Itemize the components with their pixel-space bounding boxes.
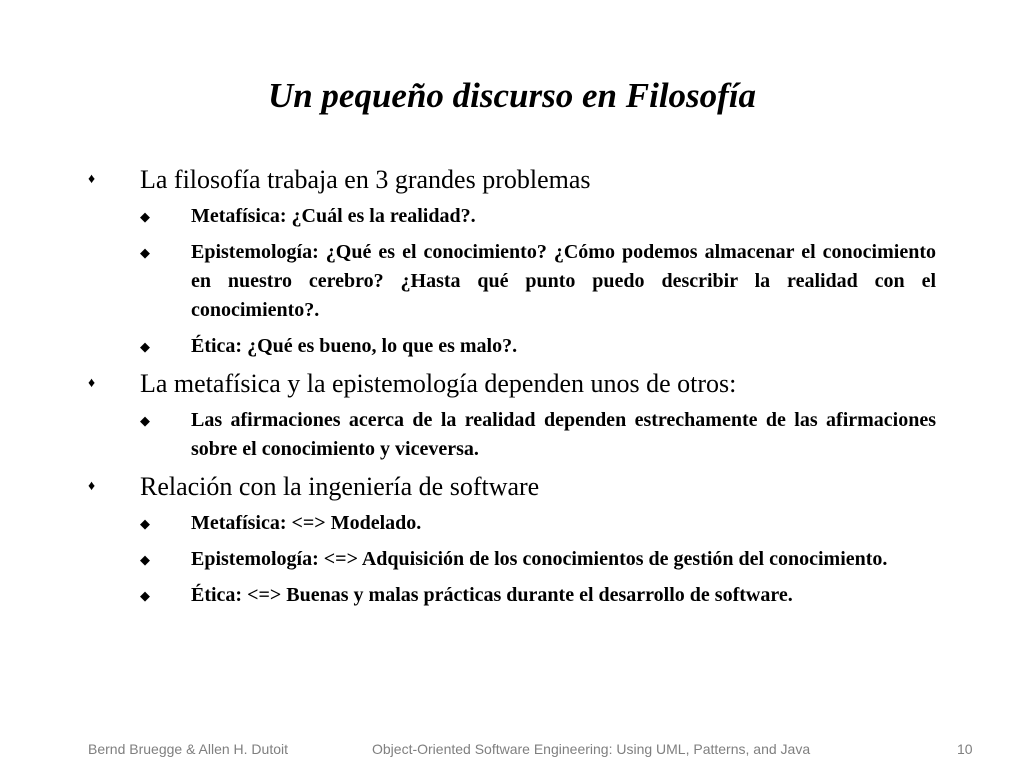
diamond-icon: ◆ [140,209,150,224]
bullet-text: Relación con la ingeniería de software [140,472,540,501]
bullet-text: Epistemología: ¿Qué es el conocimiento? ¿Cómo podemos almacenar el conocimiento en nuestro cerebro? ¿Hasta qué punto puedo describir la realidad con el conocimiento?. [191,241,936,321]
bullet-level-2 [140,238,936,325]
diamond-icon: ♦ [88,172,96,187]
footer-authors: Bernd Bruegge & Allen H. Dutoit [88,741,289,757]
diamond-icon: ◆ [140,413,150,428]
bullet-level-2 [140,509,936,538]
bullet-level-2 [140,406,936,464]
bullet-level-2 [140,332,936,361]
diamond-icon: ♦ [88,479,96,494]
bullet-text: Metafísica: ¿Cuál es la realidad?. [191,205,476,227]
bullet-level-2 [140,581,936,610]
diamond-icon: ◆ [140,339,150,354]
slide-content [0,160,1024,617]
bullet-text: La metafísica y la epistemología dependen unos de otros: [140,369,737,398]
bullet-text: Ética: ¿Qué es bueno, lo que es malo?. [191,335,518,357]
diamond-icon: ◆ [140,552,150,567]
bullet-level-2 [140,202,936,231]
bullet-text: Ética: <=> Buenas y malas prácticas durante el desarrollo de software. [191,584,793,606]
diamond-icon: ◆ [140,516,150,531]
bullet-level-1 [88,368,936,400]
bullet-level-1 [88,471,936,503]
diamond-icon: ◆ [140,588,150,603]
bullet-level-1 [88,164,936,196]
footer-book-title: Object-Oriented Software Engineering: Using UML, Patterns, and Java [372,741,811,757]
diamond-icon: ◆ [140,245,150,260]
bullet-text: Epistemología: <=> Adquisición de los conocimientos de gestión del conocimiento. [191,548,888,570]
bullet-text: Metafísica: <=> Modelado. [191,512,422,534]
diamond-icon: ♦ [88,376,96,391]
bullet-text: Las afirmaciones acerca de la realidad dependen estrechamente de las afirmaciones sobre el conocimiento y viceversa. [191,409,936,460]
bullet-level-2 [140,545,936,574]
footer-page-number: 10 [957,741,973,757]
bullet-text: La filosofía trabaja en 3 grandes problemas [140,165,591,194]
slide-title: Un pequeño discurso en Filosofía [267,76,757,115]
